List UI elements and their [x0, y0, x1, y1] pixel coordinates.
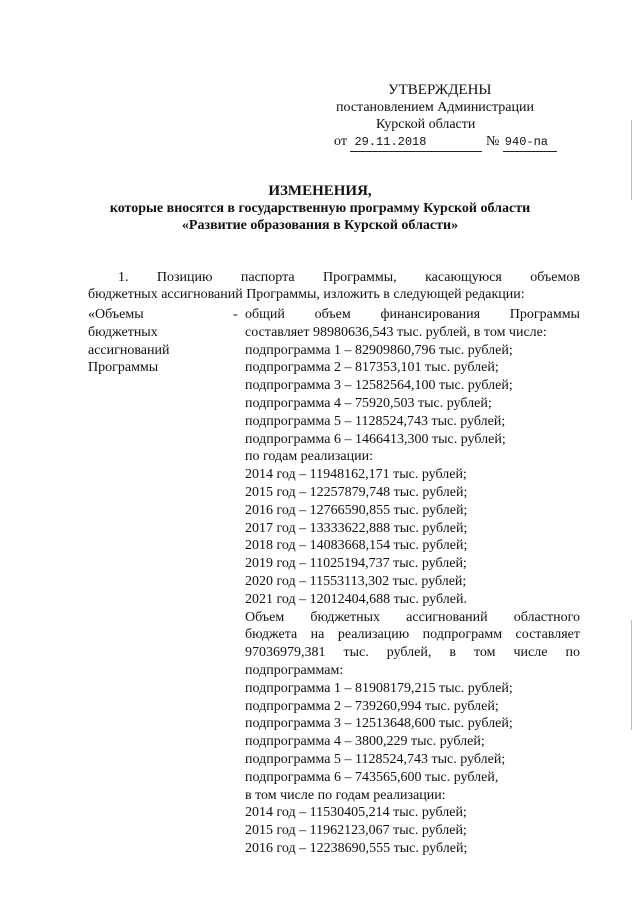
passport-right-column	[245, 306, 580, 858]
justified-word: рублей,	[386, 645, 432, 661]
financing-line: подпрограмма 4 – 75920,503 тыс. рублей;	[245, 395, 492, 411]
financing-line: подпрограмма 3 – 12582564,100 тыс. рублей;	[245, 378, 513, 394]
approval-line-region: Курской области	[376, 117, 476, 132]
financing-line: подпрограмма 6 – 1466413,300 тыс. рублей;	[245, 431, 506, 447]
justified-word: тыс.	[343, 645, 369, 661]
financing-line: 2015 год – 12257879,748 тыс. рублей;	[245, 484, 468, 500]
justified-line	[245, 644, 580, 662]
financing-line: 2017 год – 13333622,888 тыс. рублей;	[245, 520, 468, 536]
item-1-first-line	[88, 269, 580, 286]
approval-title: УТВЕРЖДЕНЫ	[388, 82, 492, 98]
passport-table	[88, 306, 580, 858]
approval-stamp	[334, 82, 564, 152]
passport-left-column	[88, 306, 233, 858]
item-1-word: Программы,	[322, 270, 397, 285]
justified-word: подпрограмм	[422, 627, 503, 643]
financing-line: 2019 год – 11025194,737 тыс. рублей;	[245, 556, 467, 572]
item-1-word: касающуюся	[425, 270, 502, 285]
heading-title: ИЗМЕНЕНИЯ,	[268, 183, 372, 199]
justified-line	[245, 306, 580, 324]
heading-subtitle-1: которые вносятся в государственную программу Курской области	[109, 201, 531, 216]
financing-line: 2016 год – 12238690,555 тыс. рублей;	[245, 840, 468, 856]
financing-line: по годам реализации:	[245, 449, 373, 465]
item-1-word: Позицию	[156, 270, 213, 285]
item-1-paragraph	[88, 269, 580, 303]
left-column-line: бюджетных	[88, 324, 158, 340]
financing-line: 2018 год – 14083668,154 тыс. рублей;	[245, 538, 468, 554]
financing-line: подпрограмма 2 – 817353,101 тыс. рублей;	[245, 360, 499, 376]
justified-word: ассигнований	[406, 609, 488, 625]
justified-word: по	[565, 645, 580, 661]
financing-line: 2014 год – 11530405,214 тыс. рублей;	[245, 805, 467, 821]
financing-line: подпрограмма 5 – 1128524,743 тыс. рублей;	[245, 751, 506, 767]
date-prefix: от	[334, 134, 347, 149]
left-column-line: «Объемы	[88, 307, 144, 322]
financing-line: подпрограмма 1 – 81908179,215 тыс. рублей;	[245, 680, 513, 696]
item-1-second-line: бюджетных ассигнований Программы, изложить в следующей редакции:	[88, 287, 525, 302]
financing-line: 2014 год – 11948162,171 тыс. рублей;	[245, 467, 467, 483]
financing-line: составляет 98980636,543 тыс. рублей, в том числе:	[245, 324, 547, 340]
decree-date: 29.11.2018	[350, 134, 482, 152]
financing-line: 2021 год – 12012404,688 тыс. рублей.	[245, 591, 467, 607]
justified-word: в	[449, 645, 456, 661]
scan-edge-mark	[631, 620, 632, 730]
document-heading	[0, 183, 640, 234]
approval-line-decree: постановлением Администрации	[336, 100, 534, 115]
item-1-word: объемов	[530, 270, 580, 285]
justified-word: финансирования	[380, 307, 481, 322]
justified-word: 97036979,381	[245, 645, 326, 661]
justified-word: бюджета	[245, 627, 298, 643]
justified-word: объем	[314, 307, 351, 322]
justified-word: Объем	[245, 609, 285, 625]
justified-line	[245, 626, 580, 644]
justified-word: общий	[245, 307, 285, 322]
financing-line: 2020 год – 11553113,302 тыс. рублей;	[245, 573, 467, 589]
justified-line	[245, 609, 580, 627]
number-prefix: №	[485, 134, 500, 149]
column-dash: -	[233, 307, 238, 322]
financing-line: 2015 год – 11962123,067 тыс. рублей;	[245, 823, 467, 839]
left-column-line: ассигнований	[88, 342, 170, 358]
justified-word: областного	[513, 609, 580, 625]
heading-subtitle-2: «Развитие образования в Курской области»	[181, 218, 459, 233]
financing-line: подпрограмма 3 – 12513648,600 тыс. рублей;	[245, 716, 513, 732]
left-column-line: Программы	[88, 360, 159, 376]
justified-word: реализацию	[337, 627, 410, 643]
financing-line: подпрограмма 2 – 739260,994 тыс. рублей;	[245, 698, 499, 714]
justified-word: Программы	[509, 307, 580, 322]
item-1-word: паспорта	[240, 270, 295, 285]
item-1-word: 1.	[118, 270, 129, 285]
financing-line: подпрограмма 4 – 3800,229 тыс. рублей;	[245, 734, 485, 750]
financing-line: подпрограмма 6 – 743565,600 тыс. рублей,	[245, 769, 499, 785]
justified-word: на	[310, 627, 325, 643]
financing-line: подпрограммам:	[245, 662, 344, 678]
scan-edge-mark	[631, 120, 632, 200]
justified-word: бюджетных	[310, 609, 381, 625]
financing-line: 2016 год – 12766590,855 тыс. рублей;	[245, 502, 468, 518]
approval-date-line	[334, 133, 564, 152]
financing-line: в том числе по годам реализации:	[245, 787, 446, 803]
financing-line: подпрограмма 5 – 1128524,743 тыс. рублей;	[245, 413, 506, 429]
justified-word: числе	[513, 645, 548, 661]
justified-word: составляет	[515, 627, 580, 643]
financing-line: подпрограмма 1 – 82909860,796 тыс. рублей;	[245, 342, 513, 358]
justified-word: том	[473, 645, 496, 661]
decree-number: 940-па	[503, 134, 557, 152]
